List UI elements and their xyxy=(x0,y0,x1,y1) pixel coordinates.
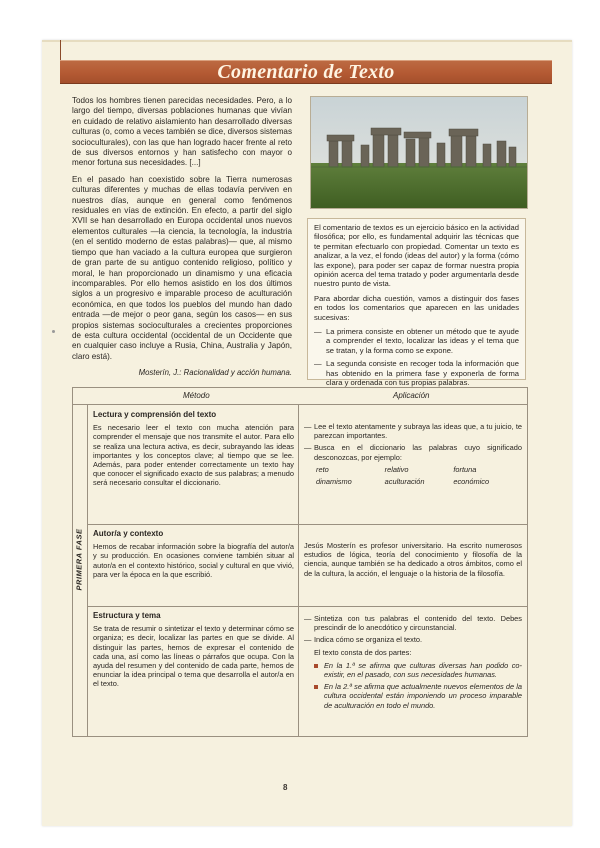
column-header-application: Aplicación xyxy=(393,391,430,400)
table-header xyxy=(73,388,527,405)
top-rule xyxy=(42,40,572,42)
application-bullet: Lee el texto atentamente y subraya las ideas que, a tu juicio, te parezcan importantes. xyxy=(314,422,522,441)
infobox-bullet: — La primera consiste en obtener un método que te ayude a comprender el texto, localizar las ideas y el tema que se tratan, y la forma como se expone. xyxy=(314,327,519,355)
application-subpoint: En la 1.ª se afirma que culturas diversas han podido co-existir, en el pasado, con sus necesidades humanas. xyxy=(324,660,522,680)
column-divider xyxy=(298,404,299,736)
infobox-bullet-text: La primera consiste en obtener un método que te ayude a comprender el texto, localizar las ideas y el tema que se tratan, y la forma como se expone. xyxy=(326,327,519,355)
page-title: Comentario de Texto xyxy=(217,61,395,83)
square-bullet-icon xyxy=(314,664,318,668)
text-paragraph-1: Todos los hombres tienen parecidas necesidades. Pero, a lo largo del tiempo, diversas poblaciones humanas que vivían en cuidado de relativo aislamiento han desarrollado diversas culturas (o, como a veces también se dice, diversos sistemas socioculturales), con las que han logrado hacer frente al reto de sus diversos entornos y han satisfecho con mayor o menor fortuna sus necesidades. [...] xyxy=(72,96,292,168)
row-method-text: Hemos de recabar información sobre la biografía del autor/a y su producción. En ocasiones conviene también situar al autor/a en el contexto histórico, social y cultural en que vivió, para ver la época en la que escribió. xyxy=(93,542,294,579)
infobox-paragraph-1: El comentario de textos es un ejercicio básico en la actividad filosófica; por ello, es fundamental adquirir las técnicas que te permitan efectuarlo con propiedad. Comentar un texto es analizar, a la vez, el fondo (ideas del autor) y la forma (cómo las expone), para poder ser capaz de formar nuestra propia opinión acerca del tema tratado y poder argumentarla desde nuestro punto de vista. xyxy=(314,223,519,289)
application-note: El texto consta de dos partes: xyxy=(314,647,412,657)
vocabulary-word: relativo xyxy=(384,464,409,474)
page-number: 8 xyxy=(283,783,288,792)
vocabulary-word: reto xyxy=(316,464,329,474)
margin-mark xyxy=(52,330,55,333)
vocabulary-word: dinamismo xyxy=(316,477,352,487)
row-method-text: Es necesario leer el texto con mucha atención para comprender el mensaje que nos transmite el autor. Para ello se realiza una lectura activa, es decir, subrayando las ideas importantes y los conceptos clave; al tiempo que se lee. Además, para poder entender correctamente un texto hay que conocer el significado exacto de sus palabras; a menudo será necesario consultar el diccionario. xyxy=(93,423,294,488)
method-table xyxy=(72,387,528,737)
vocabulary-list xyxy=(316,465,522,486)
row-method-text: Se trata de resumir o sintetizar el texto y determinar cómo se organiza; es decir, localizar las partes en que se divide. Al distinguir las partes, hemos de expresar el contenido de cada una, así como las líneas o párrafos que ocupa. Con la ayuda del resumen y del contenido de cada parte, hemos de enunciar la idea principal o tema que desarrolla el autor/a en el texto. xyxy=(93,624,294,689)
infobox-paragraph-2: Para abordar dicha cuestión, vamos a distinguir dos fases en todos los comentarios que aparecen en las unidades sucesivas: xyxy=(314,293,519,322)
title-banner xyxy=(60,60,552,84)
row-divider xyxy=(87,606,528,607)
table-row-method xyxy=(93,410,294,488)
application-bullet: Indica cómo se organiza el texto. xyxy=(314,635,423,645)
text-source: Mosterín, J.: Racionalidad y acción humana. xyxy=(138,368,292,378)
phase-label: PRIMERA FASE xyxy=(74,528,84,591)
application-subpoint: En la 2.ª se afirma que actualmente nuevos elementos de la cultura occidental están imponiendo un proceso imparable de aculturación en todo el mundo. xyxy=(324,682,522,710)
column-header-method: Método xyxy=(183,391,210,400)
phase-column-divider xyxy=(87,404,88,736)
application-bullet: Sintetiza con tus palabras el contenido del texto. Debes prescindir de lo anecdótico y circunstancial. xyxy=(314,614,522,633)
vocabulary-word: aculturación xyxy=(384,477,425,487)
method-intro-box xyxy=(307,218,526,388)
table-row-method xyxy=(93,529,294,579)
infobox-bullet-text: La segunda consiste en recoger toda la información que has obtenido en la primera fase y exponerla de forma clara y ordenada con tus propias palabras. xyxy=(326,359,519,388)
infobox-bullet: — La segunda consiste en recoger toda la información que has obtenido en la primera fase y exponerla de forma clara y ordenada con tus propias palabras. xyxy=(314,359,519,388)
row-divider xyxy=(87,524,528,525)
table-row-method xyxy=(93,611,294,689)
row-title: Autor/a y contexto xyxy=(93,529,164,538)
source-text-column xyxy=(72,96,292,379)
table-row-application: — Lee el texto atentamente y subraya las ideas que, a tu juicio, te parezcan importantes. — Busca en el diccionario las palabras cuyo significado desconozcas, por ejemplo: reto relativo fortuna dinamismo aculturación económico xyxy=(304,422,522,487)
row-title: Lectura y comprensión del texto xyxy=(93,410,217,419)
application-bullet: Busca en el diccionario las palabras cuyo significado desconozcas, por ejemplo: xyxy=(314,443,522,462)
row-title: Estructura y tema xyxy=(93,611,161,620)
square-bullet-icon xyxy=(314,685,318,689)
table-row-application xyxy=(304,541,522,578)
text-paragraph-2: En el pasado han coexistido sobre la Tierra numerosas culturas diferentes y muchas de ellas todavía perviven en nuestros días, aunque en general como fenómenos residuales en vías de extinción. En efecto, a partir del siglo XVII se han desarrollado en Europa occidental unos nuevos elementos culturales —la ciencia, la tecnología, la industria (en el sentido moderno de estas palabras)— que, al mismo tiempo que han vaciado a la cultura europea que surgieron de gran parte de su antiguo contenido religioso, político y moral, le han proporcionado un dinamismo y una eficacia incomparables. Por ello hemos asistido en los dos últimos siglos a un progresivo e imparable proceso de aculturación económica, en que todos los pueblos del mundo han dado entrada —de mejor o peor gana, según los casos— en sus propios sistemas socioculturales a crecientes proporciones de esta cultura occidental (occidental de un Occidente que en cualquier caso incluye a Rusia, China, Australia y Japón, claro está). xyxy=(72,174,292,361)
vocabulary-word: económico xyxy=(453,477,490,487)
table-row-application: — Sintetiza con tus palabras el contenido del texto. Debes prescindir de lo anecdótico y circunstancial. — Indica cómo se organiza el texto. El texto consta de dos partes: En la 1.ª se afirma que culturas diversas han podido co-existir, en el pasado, con sus necesidades humanas. En la 2.ª se afirma que actualmente nuevos elementos de la cultura occidental están imponiendo un proceso imparable de aculturación en todo el mundo. xyxy=(304,614,522,710)
header-vertical-rule xyxy=(60,40,61,60)
vocabulary-word: fortuna xyxy=(453,464,477,474)
stonehenge-illustration xyxy=(311,97,527,208)
stonehenge-photo xyxy=(310,96,528,209)
application-text: Jesús Mosterín es profesor universitario. Ha escrito numerosos estudios de lógica, teoría del conocimiento y filosofía de la ciencia, aunque también se ha dedicado a otros ámbitos, como el de la cultura, la acción, el lenguaje o la historia de la filosofía. xyxy=(304,541,522,578)
